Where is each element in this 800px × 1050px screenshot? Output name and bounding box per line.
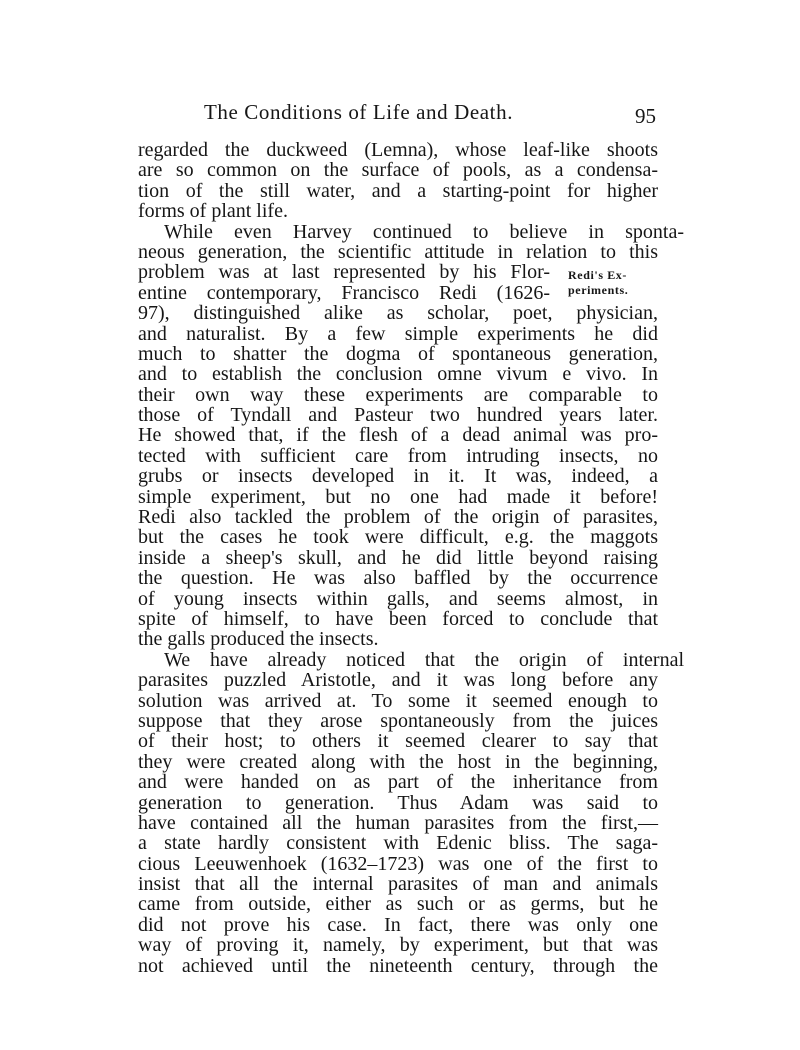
text-line: and were handed on as part of the inheritance from (138, 771, 658, 794)
text-line: simple experiment, but no one had made it before! (138, 485, 658, 508)
margin-note-line-2: periments. (568, 283, 629, 297)
text-line: While even Harvey continued to believe in sponta- (164, 220, 684, 243)
text-line: regarded the duckweed (Lemna), whose leaf-like shoots (138, 139, 658, 161)
text-line: suppose that they arose spontaneously from the juices (138, 709, 658, 732)
text-line: tion of the still water, and a starting-point for higher (138, 179, 658, 202)
text-line: neous generation, the scientific attitude in relation to this (138, 240, 658, 263)
text-line: but the cases he took were difficult, e.g. the maggots (138, 526, 658, 549)
text-line: have contained all the human parasites from the first,— (138, 811, 658, 834)
text-line: problem was at last represented by his Flor- (138, 261, 550, 284)
text-line: and naturalist. By a few simple experiments he did (138, 322, 658, 345)
text-line: forms of plant life. (138, 200, 288, 223)
text-line: much to shatter the dogma of spontaneous generation, (138, 342, 658, 365)
body-text (138, 139, 684, 977)
text-line: tected with sufficient care from intruding insects, no (138, 444, 658, 467)
text-line: of their host; to others it seemed clearer to say that (138, 730, 658, 753)
text-line: 97), distinguished alike as scholar, poet, physician, (138, 302, 658, 325)
margin-note-line-1: Redi's Ex- (568, 268, 628, 282)
text-line: way of proving it, namely, by experiment, but that was (138, 934, 658, 957)
text-line: their own way these experiments are comparable to (138, 383, 658, 406)
text-line: did not prove his case. In fact, there was only one (138, 913, 658, 936)
text-line: the question. He was also baffled by the occurrence (138, 567, 658, 590)
text-line: those of Tyndall and Pasteur two hundred years later. (138, 404, 658, 427)
text-line: solution was arrived at. To some it seemed enough to (138, 689, 658, 712)
text-line: He showed that, if the flesh of a dead animal was pro- (138, 424, 658, 447)
text-line: grubs or insects developed in it. It was, indeed, a (138, 465, 658, 488)
text-line: the galls produced the insects. (138, 628, 379, 651)
text-line: are so common on the surface of pools, as a condensa- (138, 159, 658, 182)
text-line: parasites puzzled Aristotle, and it was long before any (138, 669, 658, 692)
text-line: inside a sheep's skull, and he did little beyond raising (138, 546, 658, 569)
text-line: of young insects within galls, and seems almost, in (138, 587, 658, 610)
running-title: The Conditions of Life and Death. (204, 100, 514, 124)
text-line: and to establish the conclusion omne vivum e vivo. In (138, 363, 658, 386)
text-line: cious Leeuwenhoek (1632–1723) was one of the first to (138, 852, 658, 875)
text-line: they were created along with the host in the beginning, (138, 750, 658, 773)
text-line: a state hardly consistent with Edenic bliss. The saga- (138, 832, 658, 855)
page-number: 95 (635, 104, 656, 128)
text-line: Redi also tackled the problem of the origin of parasites, (138, 506, 658, 529)
text-line: generation to generation. Thus Adam was said to (138, 791, 658, 814)
running-head (140, 100, 660, 130)
text-line: We have already noticed that the origin of internal (164, 648, 684, 671)
text-line: came from outside, either as such or as germs, but he (138, 893, 658, 916)
text-line: spite of himself, to have been forced to conclude that (138, 607, 658, 630)
text-line: not achieved until the nineteenth century, through the (138, 954, 658, 977)
text-line: insist that all the internal parasites of man and animals (138, 873, 658, 896)
text-line: entine contemporary, Francisco Redi (1626- (138, 281, 550, 304)
